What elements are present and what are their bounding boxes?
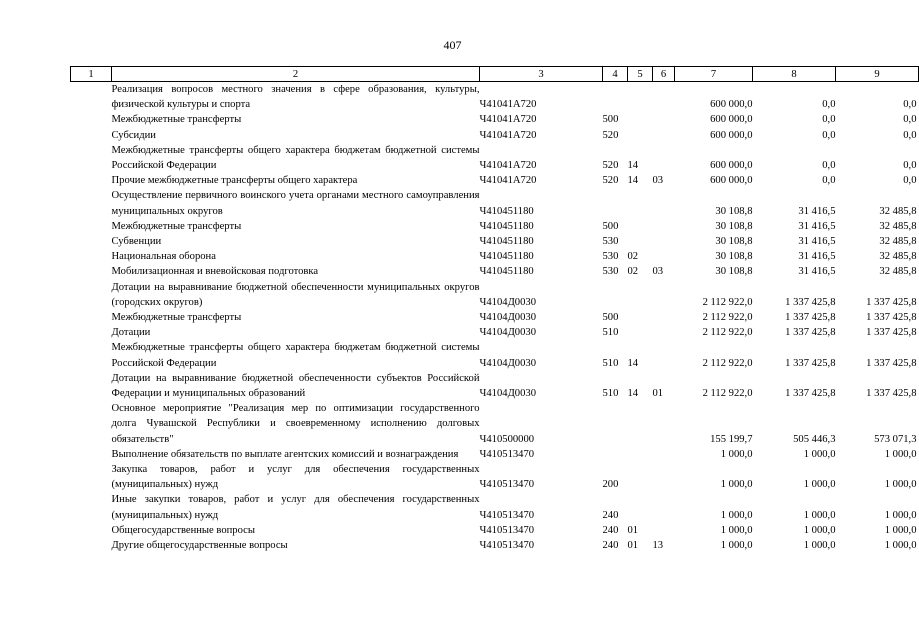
amount-col8: 1 000,0 xyxy=(803,448,836,460)
subsection-code xyxy=(653,492,675,522)
section-code xyxy=(628,401,653,447)
amount-col8: 1 337 425,8 xyxy=(785,327,836,339)
amount-col8: 1 000,0 xyxy=(803,479,836,491)
section-code xyxy=(628,82,653,113)
subsection-code xyxy=(653,310,675,325)
row-name: Субвенции xyxy=(111,236,162,248)
section-code: 14 xyxy=(627,388,639,400)
section-code: 14 xyxy=(627,175,639,187)
target-article-code: Ч410451180 xyxy=(479,266,534,278)
target-article-code: Ч410500000 xyxy=(479,433,535,445)
section-code xyxy=(628,280,653,310)
column-header: 8 xyxy=(753,67,836,82)
row-name: Закупка товаров, работ и услуг для обеспечения государственных (муниципальных) нужд xyxy=(111,464,480,491)
column-header: 5 xyxy=(628,67,653,82)
expense-type-code: 500 xyxy=(602,114,619,126)
subsection-code xyxy=(653,401,675,447)
row-name: Межбюджетные трансферты xyxy=(111,114,242,126)
amount-col7: 600 000,0 xyxy=(710,160,753,172)
table-row xyxy=(71,462,919,492)
empty-cell xyxy=(71,447,112,462)
amount-col8: 0,0 xyxy=(822,175,836,187)
table-row xyxy=(71,280,919,310)
section-code xyxy=(628,325,653,340)
section-code: 02 xyxy=(627,251,639,263)
target-article-code: Ч410451180 xyxy=(479,220,534,232)
amount-col9: 1 000,0 xyxy=(884,540,917,552)
row-name: Субсидии xyxy=(111,129,156,141)
target-article-code: Ч41041А720 xyxy=(479,160,537,172)
expense-type-code: 510 xyxy=(602,357,619,369)
section-code: 01 xyxy=(627,540,639,552)
amount-col8: 1 000,0 xyxy=(803,509,836,521)
row-name: Иные закупки товаров, работ и услуг для обеспечения государственных (муниципальных) нужд xyxy=(111,494,480,521)
row-name: Национальная оборона xyxy=(111,251,216,263)
expense-type-code: 530 xyxy=(602,251,619,263)
row-name: Другие общегосударственные вопросы xyxy=(111,540,288,552)
row-name: Осуществление первичного воинского учета органами местного самоуправления муниципальных округов xyxy=(111,190,480,217)
column-header: 1 xyxy=(71,67,112,82)
amount-col9: 32 485,8 xyxy=(879,220,917,232)
empty-cell xyxy=(71,325,112,340)
amount-col9: 1 337 425,8 xyxy=(866,327,917,339)
amount-col8: 0,0 xyxy=(822,114,836,126)
table-row xyxy=(71,492,919,522)
row-name: Дотации xyxy=(111,327,151,339)
target-article-code: Ч41041А720 xyxy=(479,114,537,126)
empty-cell xyxy=(71,173,112,188)
expense-type-code: 500 xyxy=(602,220,619,232)
section-code: 14 xyxy=(627,357,639,369)
row-name: Прочие межбюджетные трансферты общего характера xyxy=(111,175,358,187)
amount-col9: 1 337 425,8 xyxy=(866,296,917,308)
section-code xyxy=(628,234,653,249)
section-code: 01 xyxy=(627,524,639,536)
target-article-code: Ч410451180 xyxy=(479,205,534,217)
expense-type-code: 530 xyxy=(602,236,619,248)
subsection-code: 01 xyxy=(652,388,664,400)
expense-type-code xyxy=(603,401,628,447)
column-header: 7 xyxy=(675,67,753,82)
target-article-code: Ч410513470 xyxy=(479,524,535,536)
section-code xyxy=(628,492,653,522)
expense-type-code: 500 xyxy=(602,312,619,324)
target-article-code: Ч4104Д0030 xyxy=(479,312,536,324)
amount-col8: 31 416,5 xyxy=(798,251,836,263)
row-name: Межбюджетные трансферты общего характера бюджетам бюджетной системы Российской Федерации xyxy=(111,342,480,369)
amount-col8: 31 416,5 xyxy=(798,220,836,232)
amount-col8: 0,0 xyxy=(822,129,836,141)
table-row xyxy=(71,173,919,188)
amount-col9: 1 337 425,8 xyxy=(866,388,917,400)
empty-cell xyxy=(71,143,112,173)
row-name: Дотации на выравнивание бюджетной обеспеченности муниципальных округов (городских округов) xyxy=(111,281,480,308)
empty-cell xyxy=(71,264,112,279)
amount-col7: 600 000,0 xyxy=(710,99,753,111)
amount-col7: 600 000,0 xyxy=(710,175,753,187)
table-row xyxy=(71,538,919,553)
expense-type-code: 510 xyxy=(602,388,619,400)
empty-cell xyxy=(71,401,112,447)
amount-col7: 30 108,8 xyxy=(715,236,753,248)
amount-col8: 505 446,3 xyxy=(793,433,836,445)
table-row xyxy=(71,340,919,370)
section-code xyxy=(628,219,653,234)
expense-type-code: 240 xyxy=(602,509,619,521)
expense-type-code: 240 xyxy=(602,540,619,552)
section-code: 14 xyxy=(627,160,639,172)
subsection-code xyxy=(653,280,675,310)
amount-col7: 30 108,8 xyxy=(715,266,753,278)
amount-col9: 1 337 425,8 xyxy=(866,357,917,369)
amount-col9: 573 071,3 xyxy=(874,433,917,445)
expense-type-code: 240 xyxy=(602,524,619,536)
amount-col7: 600 000,0 xyxy=(710,129,753,141)
amount-col8: 1 337 425,8 xyxy=(785,312,836,324)
subsection-code: 03 xyxy=(652,266,664,278)
amount-col9: 32 485,8 xyxy=(879,236,917,248)
target-article-code: Ч410451180 xyxy=(479,251,534,263)
section-code xyxy=(628,447,653,462)
table-row xyxy=(71,143,919,173)
amount-col7: 1 000,0 xyxy=(720,479,753,491)
subsection-code xyxy=(653,234,675,249)
table-row xyxy=(71,188,919,218)
row-name: Общегосударственные вопросы xyxy=(111,524,255,536)
target-article-code: Ч410451180 xyxy=(479,236,534,248)
table-body xyxy=(71,82,919,554)
section-code xyxy=(628,112,653,127)
row-name: Выполнение обязательств по выплате агентских комиссий и вознаграждения xyxy=(111,448,459,460)
section-code xyxy=(628,310,653,325)
amount-col7: 1 000,0 xyxy=(720,448,753,460)
table-row xyxy=(71,264,919,279)
section-code xyxy=(628,462,653,492)
amount-col8: 1 337 425,8 xyxy=(785,357,836,369)
column-header: 6 xyxy=(653,67,675,82)
table-row xyxy=(71,249,919,264)
row-name: Межбюджетные трансферты общего характера бюджетам бюджетной системы Российской Федерации xyxy=(111,144,480,172)
subsection-code: 03 xyxy=(652,175,664,187)
row-name: Реализация вопросов местного значения в сфере образования, культуры, физической культуры и спорта xyxy=(111,84,480,111)
amount-col9: 1 000,0 xyxy=(884,479,917,491)
subsection-code xyxy=(653,82,675,113)
table-row xyxy=(71,325,919,340)
empty-cell xyxy=(71,234,112,249)
amount-col7: 1 000,0 xyxy=(720,509,753,521)
subsection-code xyxy=(653,188,675,218)
amount-col8: 31 416,5 xyxy=(798,266,836,278)
empty-cell xyxy=(71,538,112,553)
empty-cell xyxy=(71,112,112,127)
empty-cell xyxy=(71,280,112,310)
amount-col9: 1 000,0 xyxy=(884,524,917,536)
header-row xyxy=(71,67,919,82)
table-row xyxy=(71,310,919,325)
target-article-code: Ч4104Д0030 xyxy=(479,388,536,400)
column-header: 9 xyxy=(836,67,919,82)
expense-type-code: 510 xyxy=(602,327,619,339)
amount-col7: 30 108,8 xyxy=(715,251,753,263)
table-row xyxy=(71,371,919,401)
amount-col8: 0,0 xyxy=(822,99,836,111)
section-code xyxy=(628,128,653,143)
empty-cell xyxy=(71,492,112,522)
table-row xyxy=(71,447,919,462)
amount-col7: 2 112 922,0 xyxy=(702,327,753,339)
amount-col9: 32 485,8 xyxy=(879,205,917,217)
expense-type-code xyxy=(603,447,628,462)
target-article-code: Ч4104Д0030 xyxy=(479,327,536,339)
row-name: Основное мероприятие "Реализация мер по оптимизации государственного долга Чувашской Республики и своевременному исполнению долговых обязательств" xyxy=(111,403,480,445)
table-header xyxy=(71,67,919,82)
amount-col7: 2 112 922,0 xyxy=(702,357,753,369)
column-header: 4 xyxy=(603,67,628,82)
target-article-code: Ч41041А720 xyxy=(479,129,537,141)
amount-col9: 32 485,8 xyxy=(879,266,917,278)
amount-col7: 600 000,0 xyxy=(710,114,753,126)
amount-col9: 0,0 xyxy=(903,160,917,172)
subsection-code xyxy=(653,249,675,264)
table-row xyxy=(71,401,919,447)
table-row xyxy=(71,234,919,249)
empty-cell xyxy=(71,188,112,218)
amount-col9: 1 337 425,8 xyxy=(866,312,917,324)
target-article-code: Ч410513470 xyxy=(479,540,535,552)
target-article-code: Ч4104Д0030 xyxy=(479,357,536,369)
amount-col9: 0,0 xyxy=(903,129,917,141)
empty-cell xyxy=(71,523,112,538)
table-row xyxy=(71,219,919,234)
amount-col7: 1 000,0 xyxy=(720,524,753,536)
target-article-code: Ч4104Д0030 xyxy=(479,296,536,308)
amount-col8: 1 000,0 xyxy=(803,524,836,536)
expense-type-code xyxy=(603,82,628,113)
table-row xyxy=(71,112,919,127)
row-name: Мобилизационная и вневойсковая подготовка xyxy=(111,266,319,278)
amount-col8: 1 000,0 xyxy=(803,540,836,552)
table-row xyxy=(71,128,919,143)
empty-cell xyxy=(71,310,112,325)
amount-col8: 31 416,5 xyxy=(798,205,836,217)
subsection-code xyxy=(653,462,675,492)
amount-col9: 1 000,0 xyxy=(884,448,917,460)
column-header: 3 xyxy=(480,67,603,82)
section-code xyxy=(628,188,653,218)
row-name: Дотации на выравнивание бюджетной обеспеченности субъектов Российской Федерации и муниципальных образований xyxy=(111,372,480,400)
amount-col9: 0,0 xyxy=(903,99,917,111)
amount-col8: 31 416,5 xyxy=(798,236,836,248)
row-name: Межбюджетные трансферты xyxy=(111,220,242,232)
amount-col8: 1 337 425,8 xyxy=(785,296,836,308)
amount-col7: 2 112 922,0 xyxy=(702,296,753,308)
subsection-code xyxy=(653,447,675,462)
subsection-code xyxy=(653,128,675,143)
subsection-code xyxy=(653,325,675,340)
amount-col7: 2 112 922,0 xyxy=(702,388,753,400)
empty-cell xyxy=(71,462,112,492)
expense-type-code: 200 xyxy=(602,479,619,491)
empty-cell xyxy=(71,219,112,234)
subsection-code xyxy=(653,112,675,127)
amount-col9: 0,0 xyxy=(903,114,917,126)
expense-type-code: 520 xyxy=(602,175,619,187)
amount-col9: 32 485,8 xyxy=(879,251,917,263)
amount-col8: 1 337 425,8 xyxy=(785,388,836,400)
budget-table xyxy=(70,66,919,553)
empty-cell xyxy=(71,340,112,370)
amount-col7: 30 108,8 xyxy=(715,220,753,232)
empty-cell xyxy=(71,128,112,143)
table-row xyxy=(71,82,919,113)
amount-col7: 155 199,7 xyxy=(710,433,753,445)
section-code: 02 xyxy=(627,266,639,278)
subsection-code xyxy=(653,219,675,234)
empty-cell xyxy=(71,371,112,401)
page-number: 407 xyxy=(443,38,462,52)
target-article-code: Ч41041А720 xyxy=(479,175,537,187)
expense-type-code: 530 xyxy=(602,266,619,278)
amount-col8: 0,0 xyxy=(822,160,836,172)
target-article-code: Ч410513470 xyxy=(479,448,535,460)
amount-col7: 30 108,8 xyxy=(715,205,753,217)
table-row xyxy=(71,523,919,538)
amount-col9: 1 000,0 xyxy=(884,509,917,521)
target-article-code: Ч41041А720 xyxy=(479,99,537,111)
column-header: 2 xyxy=(112,67,480,82)
target-article-code: Ч410513470 xyxy=(479,479,535,491)
target-article-code: Ч410513470 xyxy=(479,509,535,521)
expense-type-code xyxy=(603,280,628,310)
expense-type-code: 520 xyxy=(602,160,619,172)
subsection-code: 13 xyxy=(652,540,664,552)
amount-col7: 1 000,0 xyxy=(720,540,753,552)
empty-cell xyxy=(71,249,112,264)
amount-col9: 0,0 xyxy=(903,175,917,187)
subsection-code xyxy=(653,340,675,370)
row-name: Межбюджетные трансферты xyxy=(111,312,242,324)
expense-type-code: 520 xyxy=(602,129,619,141)
expense-type-code xyxy=(603,188,628,218)
amount-col7: 2 112 922,0 xyxy=(702,312,753,324)
empty-cell xyxy=(71,82,112,113)
subsection-code xyxy=(653,523,675,538)
subsection-code xyxy=(653,143,675,173)
